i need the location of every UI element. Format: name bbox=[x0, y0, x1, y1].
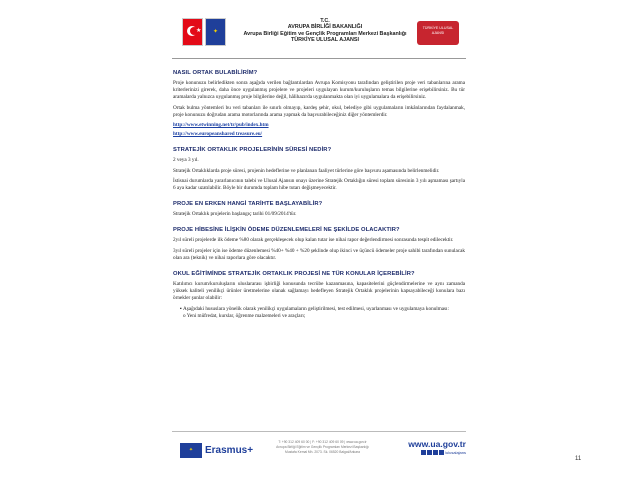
turkey-flag-icon: ★ bbox=[182, 18, 203, 46]
paragraph: İstisnai durumlarda yararlanıcının talebi ve Ulusal Ajansın onayı üzerine Stratejik Ortaklığın süresi toplam süresinin 3 yılı aşmaması şartıyla 6 aya kadar uzatılabilir. Böyle bir durumda toplam hibe tutarı değişmeyecektir. bbox=[173, 177, 465, 192]
section-title-topics: OKUL EĞİTİMİNDE STRATEJİK ORTAKLIK PROJESİ NE TÜR KONULAR İÇEREBİLİR? bbox=[173, 271, 415, 278]
paragraph: Proje konunuzu belirledikten sonra aşağıda verilen bağlantılardan Avrupa Komisyonu tarafından geliştirilen proje veri tabanlarına arama kriterlerinizi girerek, daha önce uygulanmış projelere ve projeleri uygulayan kurum/kuruluşların temas bilgilerine erişebilirsiniz. Bu tür aramalarda yalnızca uygulanmış proje bilgilerine değil, hâlihazırda uygulanmakta olan iyi uygulamalara da erişebilirsiniz. bbox=[173, 80, 465, 101]
eu-flag-icon: ✦ bbox=[180, 443, 202, 458]
list-item: • Aşağıdaki hususlara yönelik olarak yenilikçi uygulamaların geliştirilmesi, test edilmesi, uyarlanması ve uygulamaya konulması: bbox=[183, 306, 465, 313]
paragraph: 2yıl süreli projelerde ilk ödeme %80 olarak gerçekleşecek olup kalan tutar ise nihai rapor değerlendirmesi sonrasında tespit edilecektir. bbox=[173, 237, 454, 244]
footer-org: Avrupa Birliği Eğitim ve Gençlik Programları Merkezi Başkanlığı bbox=[276, 445, 369, 449]
eu-flag-icon: ✦ bbox=[205, 18, 226, 46]
header-line-ministry: AVRUPA BİRLİĞİ BAKANLIĞI bbox=[287, 24, 363, 31]
facebook-icon[interactable] bbox=[421, 450, 426, 455]
paragraph: 2 veya 3 yıl. bbox=[173, 157, 199, 164]
header-text bbox=[240, 18, 410, 44]
paragraph: Stratejik Ortaklıklarda proje süresi, projenin hedeflerine ve planlanan faaliyet türlerine göre başvuru aşamasında belirlenmelidir. bbox=[173, 167, 440, 174]
footer-street: Mustafa Kemal Mh. 2073. Sk. 06520 Balgat/Ankara bbox=[285, 450, 360, 454]
erasmus-text: Erasmus+ bbox=[205, 444, 254, 456]
footer-divider bbox=[172, 431, 466, 432]
youtube-icon[interactable] bbox=[433, 450, 438, 455]
section-title-start-date: PROJE EN ERKEN HANGİ TARİHTE BAŞLAYABİLİR? bbox=[173, 201, 323, 208]
section-title-duration: STRATEJİK ORTAKLIK PROJELERİNİN SÜRESİ NEDİR? bbox=[173, 147, 332, 154]
european-treasure-link[interactable]: http://www.europeanshared treasure.eu/ bbox=[173, 131, 263, 138]
section-title-partner: NASIL ORTAK BULABİLİRİM? bbox=[173, 70, 258, 76]
twitter-icon[interactable] bbox=[427, 450, 432, 455]
instagram-icon[interactable] bbox=[439, 450, 444, 455]
document-body bbox=[173, 64, 465, 320]
footer-contact: T: +90 312 409 60 00 | F: +90 312 409 60 09 | www.ua.gov.tr bbox=[278, 440, 367, 444]
header-divider bbox=[172, 58, 466, 59]
page-number: 11 bbox=[575, 456, 582, 462]
header-line-tc: T.C. bbox=[320, 18, 330, 24]
section-title-payment: PROJE HİBESİNE İLİŞKİN ÖDEME DÜZENLEMELERİ NE ŞEKİLDE OLACAKTIR? bbox=[173, 227, 400, 234]
paragraph: Stratejik Ortaklık projelerin başlangıç tarihi 01/09/2014'tür. bbox=[173, 211, 297, 218]
sub-list-item: o Yeni müfredat, kurslar, öğrenme malzemeleri ve araçları; bbox=[183, 312, 306, 319]
etwinning-link[interactable]: http://www.etwinning.net/tr/pub/index.htm bbox=[173, 122, 269, 129]
footer-web bbox=[388, 439, 466, 456]
header-line-center: Avrupa Birliği Eğitim ve Gençlik Programları Merkezi Başkanlığı bbox=[243, 30, 407, 37]
paragraph: Katılımcı kurum/kuruluşların uluslararası işbirliği konusunda tecrübe kazanmasına, kapasitelerini güçlendirmelerine ve aynı zamanda yüksek kaliteli yenilikçi ürünler üretmelerine olanak sağlamayı hedefleyen Stratejik Ortaklık projelerinin kapsayabileceği konulara bazı örnekler şunlar olabilir: bbox=[173, 281, 465, 302]
topics-list bbox=[173, 306, 465, 313]
erasmus-logo bbox=[180, 440, 258, 460]
social-handle: /ulusalajans bbox=[444, 450, 466, 455]
header-line-agency: TÜRKİYE ULUSAL AJANSI bbox=[291, 37, 359, 44]
agency-logo-text: TÜRKİYE ULUSAL AJANSI bbox=[422, 26, 454, 35]
paragraph: 3yıl süreli projeler için ise ödeme düzenlemesi %40+ %40 + %20 şeklinde olup ikinci ve üçüncü ödemeler proje sahibi tarafından sunulacak olan ara (teknik) ve nihai raporlara göre olacaktır. bbox=[173, 247, 465, 261]
footer-address bbox=[270, 440, 375, 455]
website-link[interactable]: www.ua.gov.tr bbox=[408, 439, 466, 449]
national-agency-logo bbox=[417, 21, 459, 45]
header-flags bbox=[182, 18, 226, 48]
paragraph: Ortak bulma yöntemleri bu veri tabanları ile sınırlı olmayıp, kardeş şehir, okul, belediye gibi uygulamaların imkânlarından faydalanmak, proje konunuzu doğrudan arama motorlarında arama yapmak da başvurabileceğiniz diğer yöntemlerdir. bbox=[173, 104, 465, 118]
social-links[interactable] bbox=[388, 449, 466, 456]
